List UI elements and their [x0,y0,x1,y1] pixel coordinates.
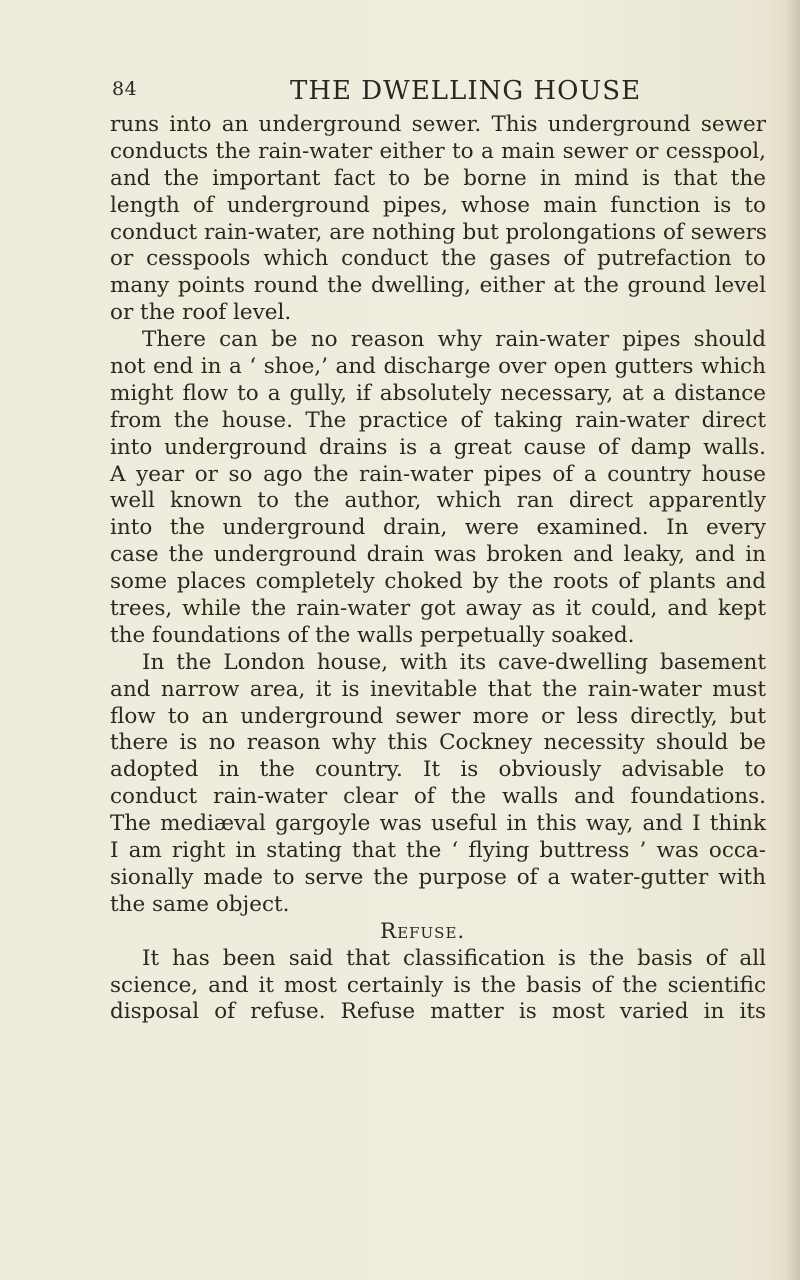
text-line: sionally made to serve the purpose of a water-gutter with [110,864,766,890]
text-line: conduct rain-water clear of the walls and foundations. [110,784,766,810]
text-line: trees, while the rain-water got away as it could, and kept [110,596,766,622]
text-line: conducts the rain-water either to a main sewer or cesspool, [110,138,766,164]
text-line: might flow to a gully, if absolutely necessary, at a distance [110,380,766,406]
text-line: In the London house, with its cave-dwelling basement [142,649,766,675]
text-line: runs into an underground sewer. This underground sewer [110,112,766,137]
running-title: THE DWELLING HOUSE [290,76,642,106]
text-line: It has been said that classification is the basis of all [142,945,766,971]
text-line: not end in a ‘ shoe,’ and discharge over open gutters which [110,354,766,380]
text-line: adopted in the country. It is obviously advisable to [110,757,766,783]
text-line: and the important fact to be borne in mind is that the [110,165,766,191]
text-line: from the house. The practice of taking rain-water direct [110,407,766,433]
page-edge-shadow [786,0,800,1280]
text-line: and narrow area, it is inevitable that the rain-water must [110,676,766,702]
text-line: or the roof level. [110,300,292,326]
text-line: some places completely choked by the roots of plants and [110,569,766,595]
page-number: 84 [112,78,138,100]
text-line: case the underground drain was broken and leaky, and in [110,542,766,568]
text-line: There can be no reason why rain-water pipes should [142,327,766,353]
text-line: science, and it most certainly is the basis of the scientific [110,972,766,998]
text-line: into the underground drain, were examined. In every [110,515,766,541]
section-heading: Refuse. [380,918,466,944]
text-line: into underground drains is a great cause of damp walls. [110,434,766,460]
text-line: the same object. [110,891,290,917]
text-line: well known to the author, which ran direct apparently [110,488,766,514]
page-header [0,72,800,112]
text-line: I am right in stating that the ‘ flying buttress ’ was occa- [110,838,766,864]
text-line: or cesspools which conduct the gases of putrefaction to [110,246,766,272]
text-line: there is no reason why this Cockney necessity should be [110,730,766,756]
text-line: disposal of refuse. Refuse matter is most varied in its [110,999,766,1025]
page-body-text [110,112,766,1026]
text-line: conduct rain-water, are nothing but prolongations of sewers [110,219,767,245]
text-line: A year or so ago the rain-water pipes of a country house [110,461,766,487]
text-line: flow to an underground sewer more or less directly, but [110,703,766,729]
text-line: The mediæval gargoyle was useful in this way, and I think [110,811,766,837]
text-line: length of underground pipes, whose main function is to [110,192,766,218]
text-line: the foundations of the walls perpetually soaked. [110,622,635,648]
text-line: many points round the dwelling, either at the ground level [110,273,766,299]
